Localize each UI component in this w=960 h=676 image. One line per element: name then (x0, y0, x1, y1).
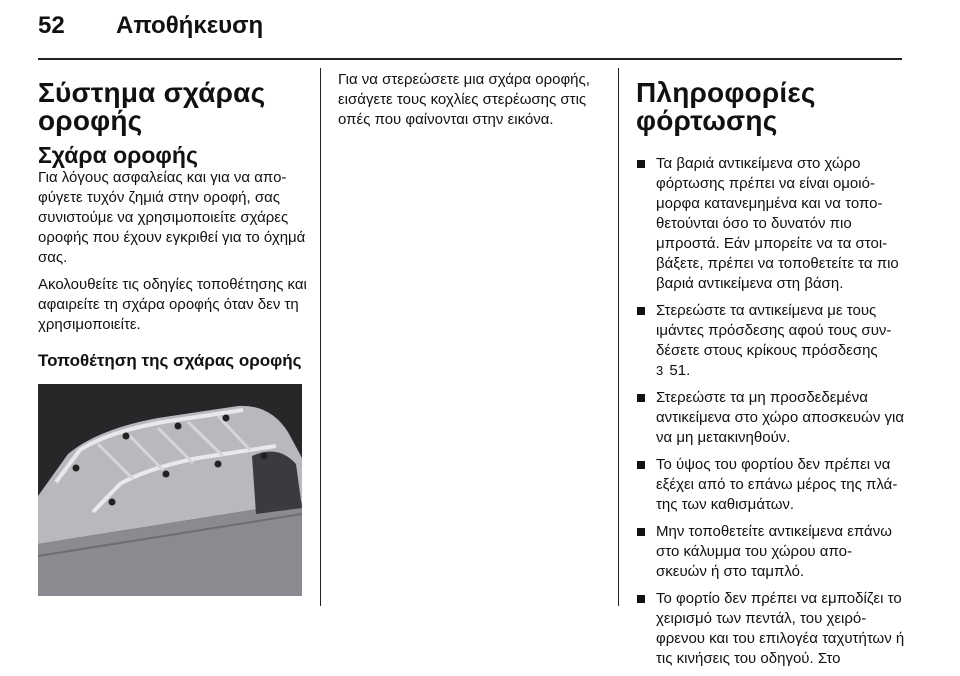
bullet-square-icon (637, 528, 645, 536)
paragraph-instructions: Ακολουθείτε τις οδηγίες τοποθέτησης και αφαιρείτε τη σχάρα οροφής όταν δεν τη χρησιμοποιείτε. (38, 276, 307, 333)
header-rule (38, 58, 902, 60)
paragraph-fixing: Για να στερεώσετε μια σχάρα οροφής, εισάγετε τους κοχλίες στερέωσης στις οπές που φαίνονται στην εικόνα. (338, 71, 590, 128)
subheading-installation: Τοποθέτηση της σχάρας οροφής (38, 351, 302, 370)
page-number: 52 (38, 12, 65, 39)
column-divider-right (618, 68, 619, 606)
page-reference-link[interactable]: 51. (669, 362, 691, 379)
section-heading-roof-rack-system: Σύστημα σχάρας οροφής (38, 77, 266, 136)
column-middle (338, 66, 608, 130)
bullet-square-icon (637, 461, 645, 469)
paragraph-safety: Για λόγους ασφαλείας και για να απο‐ φύγετε τυχόν ζημιά στην οροφή, σας συνιστούμε να χρησιμοποιείτε σχάρες οροφής που έχουν εγκριθεί για το όχημά σας. (38, 169, 306, 266)
bullet-square-icon (637, 307, 645, 315)
section-heading-loading-information: Πληροφορίες φόρτωσης (636, 77, 816, 136)
bullet-square-icon (637, 595, 645, 603)
column-divider-left (320, 68, 321, 606)
column-right (636, 66, 906, 676)
list-item: Τα βαριά αντικείμενα στο χώρο φόρτωσης πρέπει να είναι ομοιό‐ μορφα κατανεμημένα και να τοπο‐ θετούνται όσο το δυνατόν πιο μπροστά. Εάν μπορείτε να τα στοι‐ βάξετε, πρέπει να τοποθετείτε τα πιο βαριά αντικείμενα στη βάση. (636, 154, 906, 294)
list-item: Στερεώστε τα αντικείμενα με τους ιμάντες πρόσδεσης αφού τους συν‐ δέσετε στους κρίκους πρόσδεσης 3 51. (636, 301, 906, 381)
column-left (38, 66, 308, 371)
list-item: Στερεώστε τα μη προσδεδεμένα αντικείμενα στο χώρο αποσκευών για να μη μετακινηθούν. (636, 388, 906, 448)
loading-info-list (636, 154, 906, 669)
running-title: Αποθήκευση (116, 12, 264, 39)
bullet-square-icon (637, 394, 645, 402)
subheading-roof-rack: Σχάρα οροφής (38, 142, 198, 168)
page-header (38, 10, 902, 50)
list-item: Το ύψος του φορτίου δεν πρέπει να εξέχει από το επάνω μέρος της πλά‐ της των καθισμάτων. (636, 455, 906, 515)
list-item: Μην τοποθετείτε αντικείμενα επάνω στο κάλυμμα του χώρου απο‐ σκευών ή στο ταμπλό. (636, 522, 906, 582)
list-item: Το φορτίο δεν πρέπει να εμποδίζει το χειρισμό των πεντάλ, του χειρό‐ φρενου και του επιλογέα ταχυτήτων ή τις κινήσεις του οδηγού. Στο (636, 589, 906, 669)
roof-rack-illustration (38, 384, 302, 596)
bullet-square-icon (637, 160, 645, 168)
page-reference-icon: 3 (656, 363, 664, 378)
